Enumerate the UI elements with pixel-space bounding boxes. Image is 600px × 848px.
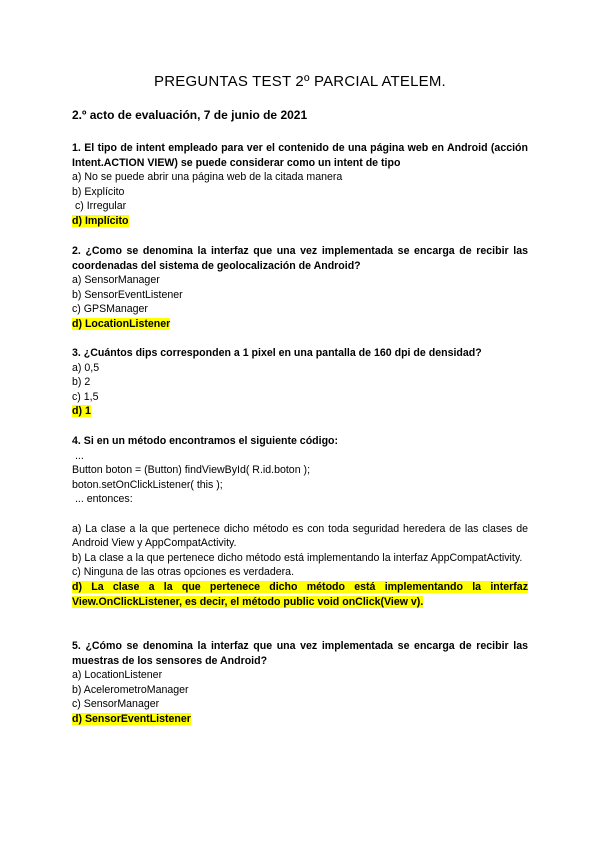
code-line: ... entonces: [72, 493, 133, 506]
option-c: c) 1,5 [72, 390, 99, 403]
option-c: c) GPSManager [72, 303, 148, 316]
option-b: b) 2 [72, 376, 91, 389]
code-line: ... [72, 449, 84, 462]
correct-answer: d) SensorEventListener [72, 712, 191, 725]
document-title: PREGUNTAS TEST 2º PARCIAL ATELEM. [154, 73, 446, 90]
question-4 [72, 434, 528, 609]
option-c: c) SensorManager [72, 698, 160, 711]
correct-answer: d) Implícito [72, 214, 129, 227]
option-b: b) La clase a la que pertenece dicho método está implementando la interfaz AppCompatActivity. [72, 551, 523, 564]
question-text: 2. ¿Como se denomina la interfaz que una vez implementada se encarga de recibir las coordenadas del sistema de geolocalización de Android? [72, 245, 528, 272]
option-a: a) La clase a la que pertenece dicho método es con toda seguridad heredera de las clases de Android View y AppCompatActivity. [72, 522, 528, 550]
option-a: a) 0,5 [72, 361, 100, 374]
question-2 [72, 244, 528, 332]
option-b: b) SensorEventListener [72, 288, 183, 301]
question-text: 4. Si en un método encontramos el siguiente código: [72, 435, 339, 447]
document-subtitle: 2.º acto de evaluación, 7 de junio de 2021 [72, 108, 308, 122]
correct-answer: d) La clase a la que pertenece dicho método está implementando la interfaz View.OnClickListener, es decir, el método public void onClick(View v). [72, 580, 528, 608]
question-text: 1. El tipo de intent empleado para ver el contenido de una página web en Android (acción Intent.ACTION VIEW) se puede considerar como un intent de tipo [72, 142, 528, 169]
option-c: c) Ninguna de las otras opciones es verdadera. [72, 566, 295, 579]
question-3 [72, 346, 528, 419]
option-a: a) SensorManager [72, 274, 160, 287]
code-line: boton.setOnClickListener( this ); [72, 478, 223, 491]
option-b: b) Explícito [72, 185, 125, 198]
option-a: a) No se puede abrir una página web de la citada manera [72, 171, 343, 184]
option-a: a) LocationListener [72, 669, 163, 682]
option-b: b) AcelerometroManager [72, 683, 189, 696]
question-text: 5. ¿Cómo se denomina la interfaz que una vez implementada se encarga de recibir las muestras de los sensores de Android? [72, 640, 528, 667]
code-line: Button boton = (Button) findViewById( R.id.boton ); [72, 464, 311, 477]
question-1 [72, 141, 528, 229]
question-5 [72, 639, 528, 727]
option-c: c) Irregular [72, 200, 127, 213]
correct-answer: d) LocationListener [72, 317, 171, 330]
correct-answer: d) 1 [72, 405, 91, 418]
question-text: 3. ¿Cuántos dips corresponden a 1 pixel en una pantalla de 160 dpi de densidad? [72, 347, 482, 359]
